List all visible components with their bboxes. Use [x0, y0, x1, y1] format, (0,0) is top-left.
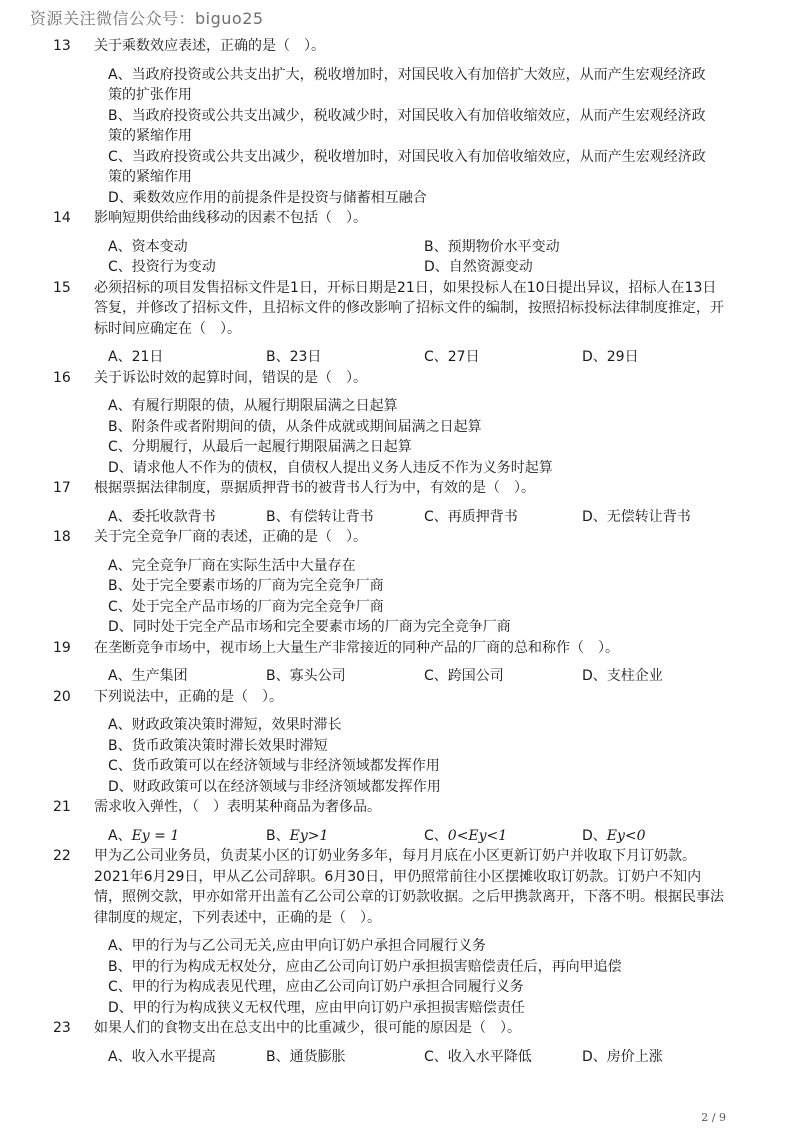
- option-c: C、收入水平降低: [424, 1048, 532, 1065]
- option-b: B、货币政策决策时滞长效果时滞短: [108, 737, 328, 754]
- question-13: [0, 36, 800, 208]
- question-list: [0, 36, 800, 1067]
- question-16: [0, 368, 800, 479]
- option-c: C、跨国公司: [424, 668, 504, 684]
- option-b: B、甲的行为构成无权处分，应由乙公司向订奶户承担损害赔偿责任后，再向甲追偿: [108, 958, 622, 975]
- option-d: D、乘数效应作用的前提条件是投资与储蓄相互融合: [108, 189, 427, 206]
- watermark-text: 资源关注微信公众号：biguo25: [30, 9, 264, 28]
- question-19: [0, 638, 800, 687]
- question-number: 13: [53, 38, 71, 54]
- option-d: D、房价上涨: [582, 1048, 663, 1065]
- math-formula: 0<Ey<1: [447, 827, 508, 844]
- math-formula: Ey<0: [606, 827, 646, 844]
- question-17: [0, 478, 800, 527]
- question-14: [0, 208, 800, 278]
- option-b: [266, 826, 424, 847]
- question-stem: 根据票据法律制度，票据质押背书的被背书人行为中，有效的是（ ）。: [94, 480, 535, 496]
- option-d: D、无偿转让背书: [582, 508, 691, 525]
- question-21: [0, 797, 800, 846]
- question-stem: 如果人们的食物支出在总支出中的比重减少，很可能的原因是（ ）。: [94, 1020, 521, 1036]
- question-number: 21: [53, 799, 71, 815]
- option-d: D、29日: [582, 349, 639, 365]
- question-stem: 影响短期供给曲线移动的因素不包括（ ）。: [94, 210, 367, 226]
- question-stem: 下列说法中，正确的是（ ）。: [94, 688, 283, 705]
- option-c: C、处于完全产品市场的厂商为完全竞争厂商: [108, 598, 384, 615]
- option-c: C、货币政策可以在经济领域与非经济领域都发挥作用: [108, 758, 440, 774]
- question-number: 19: [53, 639, 71, 656]
- option-d: [582, 826, 740, 847]
- question-number: 18: [53, 529, 71, 545]
- option-prefix: C、: [424, 827, 448, 844]
- option-a: A、收入水平提高: [108, 1048, 216, 1065]
- option-b: B、寡头公司: [266, 668, 346, 684]
- option-b: B、23日: [266, 349, 322, 365]
- question-number: 17: [53, 480, 71, 496]
- option-b: B、有偿转让背书: [266, 508, 374, 525]
- question-stem: 必须招标的项目发售招标文件是1日，开标日期是21日，如果投标人在10日提出异议，招标人在13日答复，并修改了招标文件，且招标文件的修改影响了招标文件的编制，按照招标投标法律制度推定，开标时间应确定在（ ）。: [94, 279, 724, 337]
- question-stem: 在垄断竞争市场中，视市场上大量生产非常接近的同种产品的厂商的总和称作（ ）。: [94, 639, 619, 656]
- page-indicator: 2 / 9: [701, 1111, 726, 1124]
- option-a: A、完全竞争厂商在实际生活中大量存在: [108, 557, 356, 574]
- option-a: A、21日: [108, 349, 164, 365]
- option-a: A、资本变动: [108, 238, 188, 255]
- option-b: B、附条件或者附期间的债，从条件成就或期间届满之日起算: [108, 418, 482, 435]
- question-stem: 需求收入弹性，（ ）表明某种商品为奢侈品。: [94, 799, 381, 815]
- option-d: D、支柱企业: [582, 668, 663, 684]
- option-c: C、投资行为变动: [108, 259, 216, 275]
- question-stem: 甲为乙公司业务员，负责某小区的订奶业务多年，每月月底在小区更新订奶户并收取下月订奶款。2021年6月29日，甲从乙公司辞职。6月30日，甲仍照常前往小区摆摊收取订奶款。订奶户不知内情，照例交款，甲亦如常开出盖有乙公司公章的订奶款收据。之后甲携款离开，下落不明。根据民事法律制度的规定，下列表述中，正确的是（ ）。: [94, 848, 724, 926]
- question-number: 22: [53, 848, 71, 864]
- option-prefix: A、: [108, 827, 132, 844]
- option-c: [424, 826, 582, 847]
- question-18: [0, 527, 800, 638]
- question-stem: 关于诉讼时效的起算时间，错误的是（ ）。: [94, 369, 367, 386]
- option-a: A、委托收款背书: [108, 508, 216, 525]
- option-c: C、甲的行为构成表见代理，应由乙公司向订奶户承担合同履行义务: [108, 979, 524, 995]
- question-15: [0, 278, 800, 368]
- math-formula: Ey = 1: [131, 827, 180, 844]
- option-d: D、自然资源变动: [424, 259, 533, 275]
- question-23: [0, 1018, 800, 1067]
- option-d: D、同时处于完全产品市场和完全要素市场的厂商为完全竞争厂商: [108, 619, 511, 635]
- option-prefix: D、: [582, 827, 607, 844]
- option-d: D、请求他人不作为的债权，自债权人提出义务人违反不作为义务时起算: [108, 459, 553, 476]
- option-b: B、处于完全要素市场的厂商为完全竞争厂商: [108, 578, 384, 594]
- option-a: A、生产集团: [108, 668, 188, 684]
- option-b: B、通货膨胀: [266, 1048, 346, 1065]
- question-number: 15: [53, 279, 71, 296]
- question-number: 16: [53, 369, 71, 386]
- question-stem: 关于乘数效应表述，正确的是（ ）。: [94, 38, 325, 54]
- option-d: D、财政政策可以在经济领域与非经济领域都发挥作用: [108, 778, 441, 795]
- option-b: B、当政府投资或公共支出减少，税收减少时，对国民收入有加倍收缩效应，从而产生宏观经济政策的紧缩作用: [108, 107, 706, 144]
- question-number: 23: [53, 1020, 71, 1036]
- option-c: C、再质押背书: [424, 508, 518, 525]
- math-formula: Ey>1: [289, 827, 329, 844]
- option-prefix: B、: [266, 827, 290, 844]
- option-d: D、甲的行为构成狭义无权代理，应由甲向订奶户承担损害赔偿责任: [108, 999, 525, 1016]
- question-stem: 关于完全竞争厂商的表述，正确的是（ ）。: [94, 529, 367, 545]
- question-number: 20: [53, 688, 71, 705]
- question-20: [0, 687, 800, 798]
- option-a: A、当政府投资或公共支出扩大，税收增加时，对国民收入有加倍扩大效应，从而产生宏观经济政策的扩张作用: [108, 66, 706, 103]
- option-a: A、甲的行为与乙公司无关,应由甲向订奶户承担合同履行义务: [108, 938, 487, 954]
- option-b: B、预期物价水平变动: [424, 238, 560, 255]
- option-c: C、27日: [424, 349, 480, 365]
- option-a: A、有履行期限的债，从履行期限届满之日起算: [108, 398, 398, 414]
- option-c: C、当政府投资或公共支出减少，税收增加时，对国民收入有加倍收缩效应，从而产生宏观经济政策的紧缩作用: [108, 148, 706, 185]
- option-a: A、财政政策决策时滞短，效果时滞长: [108, 717, 342, 733]
- option-c: C、分期履行，从最后一起履行期限届满之日起算: [108, 439, 412, 455]
- question-number: 14: [53, 210, 71, 226]
- option-a: [108, 826, 266, 847]
- question-22: [0, 846, 800, 1018]
